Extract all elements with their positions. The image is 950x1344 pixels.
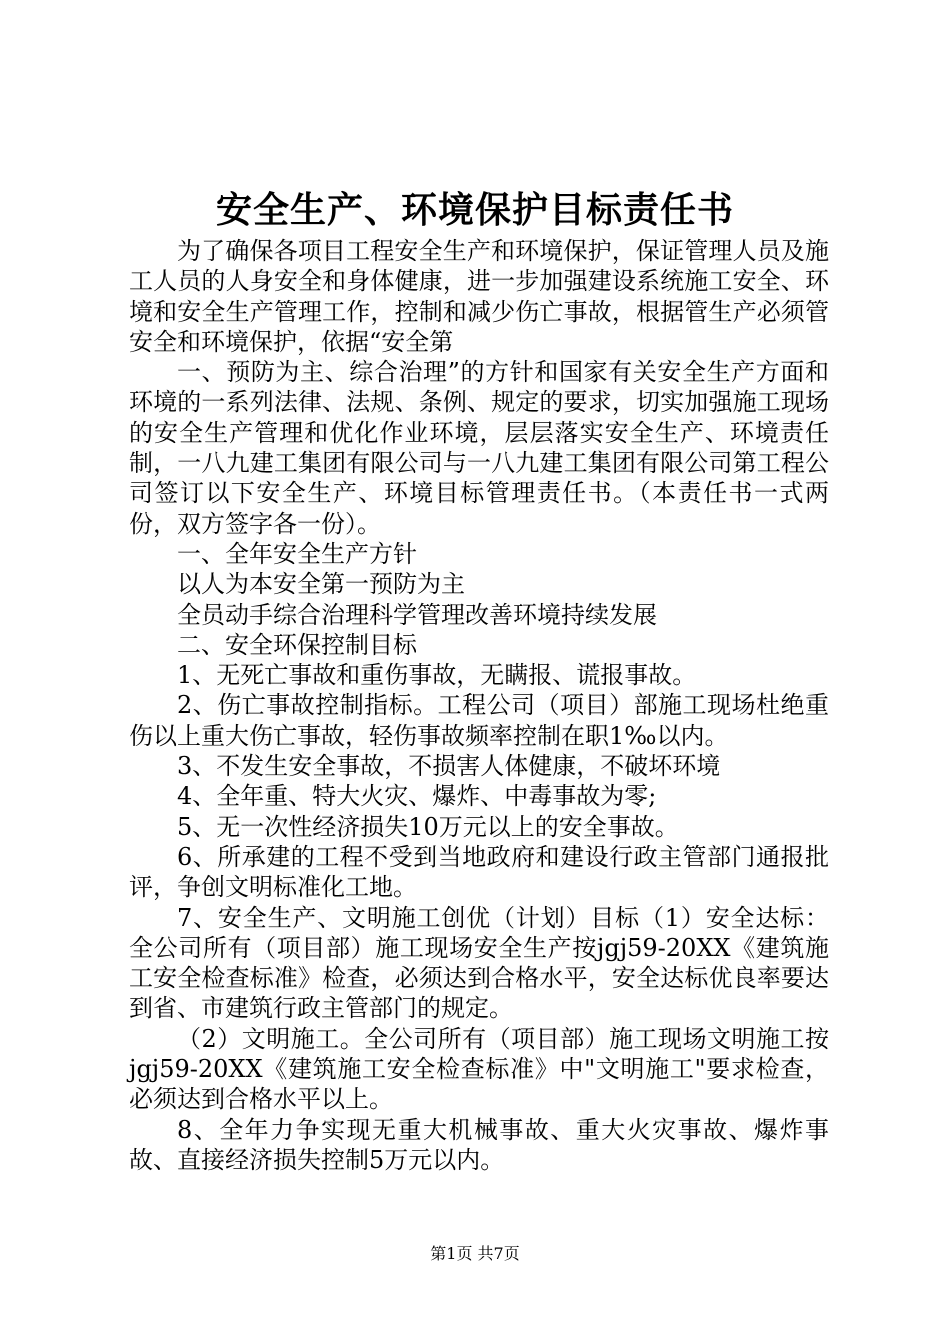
paragraph: 以人为本安全第一预防为主 <box>177 570 465 599</box>
section-heading: 二、安全环保控制目标 <box>177 630 417 659</box>
list-item: 7、安全生产、文明施工创优（计划）目标（1）安全达标：全公司所有（项目部）施工现场安全生产按jgj59-20XX《建筑施工安全检查标准》检查，必须达到合格水平，安全达标优良率要达到省、市建筑行政主管部门的规定。 <box>129 903 829 1023</box>
list-item: 2、伤亡事故控制指标。工程公司（项目）部施工现场杜绝重伤以上重大伤亡事故，轻伤事故频率控制在职1‰以内。 <box>129 691 829 750</box>
list-item: 4、全年重、特大火灾、爆炸、中毒事故为零; <box>177 782 657 811</box>
section-heading: 一、全年安全生产方针 <box>177 539 417 568</box>
document-body <box>129 236 829 1175</box>
list-item: 8、全年力争实现无重大机械事故、重大火灾事故、爆炸事故、直接经济损失控制5万元以内。 <box>129 1115 829 1174</box>
list-item: 3、不发生安全事故，不损害人体健康，不破坏环境 <box>177 752 721 781</box>
paragraph: 一、预防为主、综合治理”的方针和国家有关安全生产方面和环境的一系列法律、法规、条例、规定的要求，切实加强施工现场的安全生产管理和优化作业环境，层层落实安全生产、环境责任制，一八九建工集团有限公司与一八九建工集团有限公司第工程公司签订以下安全生产、环境目标管理责任书。（本责任书一式两份，双方签字各一份）。 <box>129 358 829 538</box>
page-number: 第1页 共7页 <box>430 1244 520 1263</box>
list-item: （2）文明施工。全公司所有（项目部）施工现场文明施工按jgj59-20XX《建筑施工安全检查标准》中"文明施工"要求检查，必须达到合格水平以上。 <box>129 1024 829 1114</box>
list-item: 5、无一次性经济损失10万元以上的安全事故。 <box>177 812 679 841</box>
list-item: 1、无死亡事故和重伤事故，无瞒报、谎报事故。 <box>177 661 697 690</box>
paragraph: 为了确保各项目工程安全生产和环境保护，保证管理人员及施工人员的人身安全和身体健康，进一步加强建设系统施工安全、环境和安全生产管理工作，控制和减少伤亡事故，根据管生产必须管安全和环境保护，依据“安全第 <box>129 237 829 356</box>
list-item: 6、所承建的工程不受到当地政府和建设行政主管部门通报批评，争创文明标准化工地。 <box>129 842 829 902</box>
paragraph: 全员动手综合治理科学管理改善环境持续发展 <box>177 600 657 629</box>
document-title: 安全生产、环境保护目标责任书 <box>215 189 734 231</box>
